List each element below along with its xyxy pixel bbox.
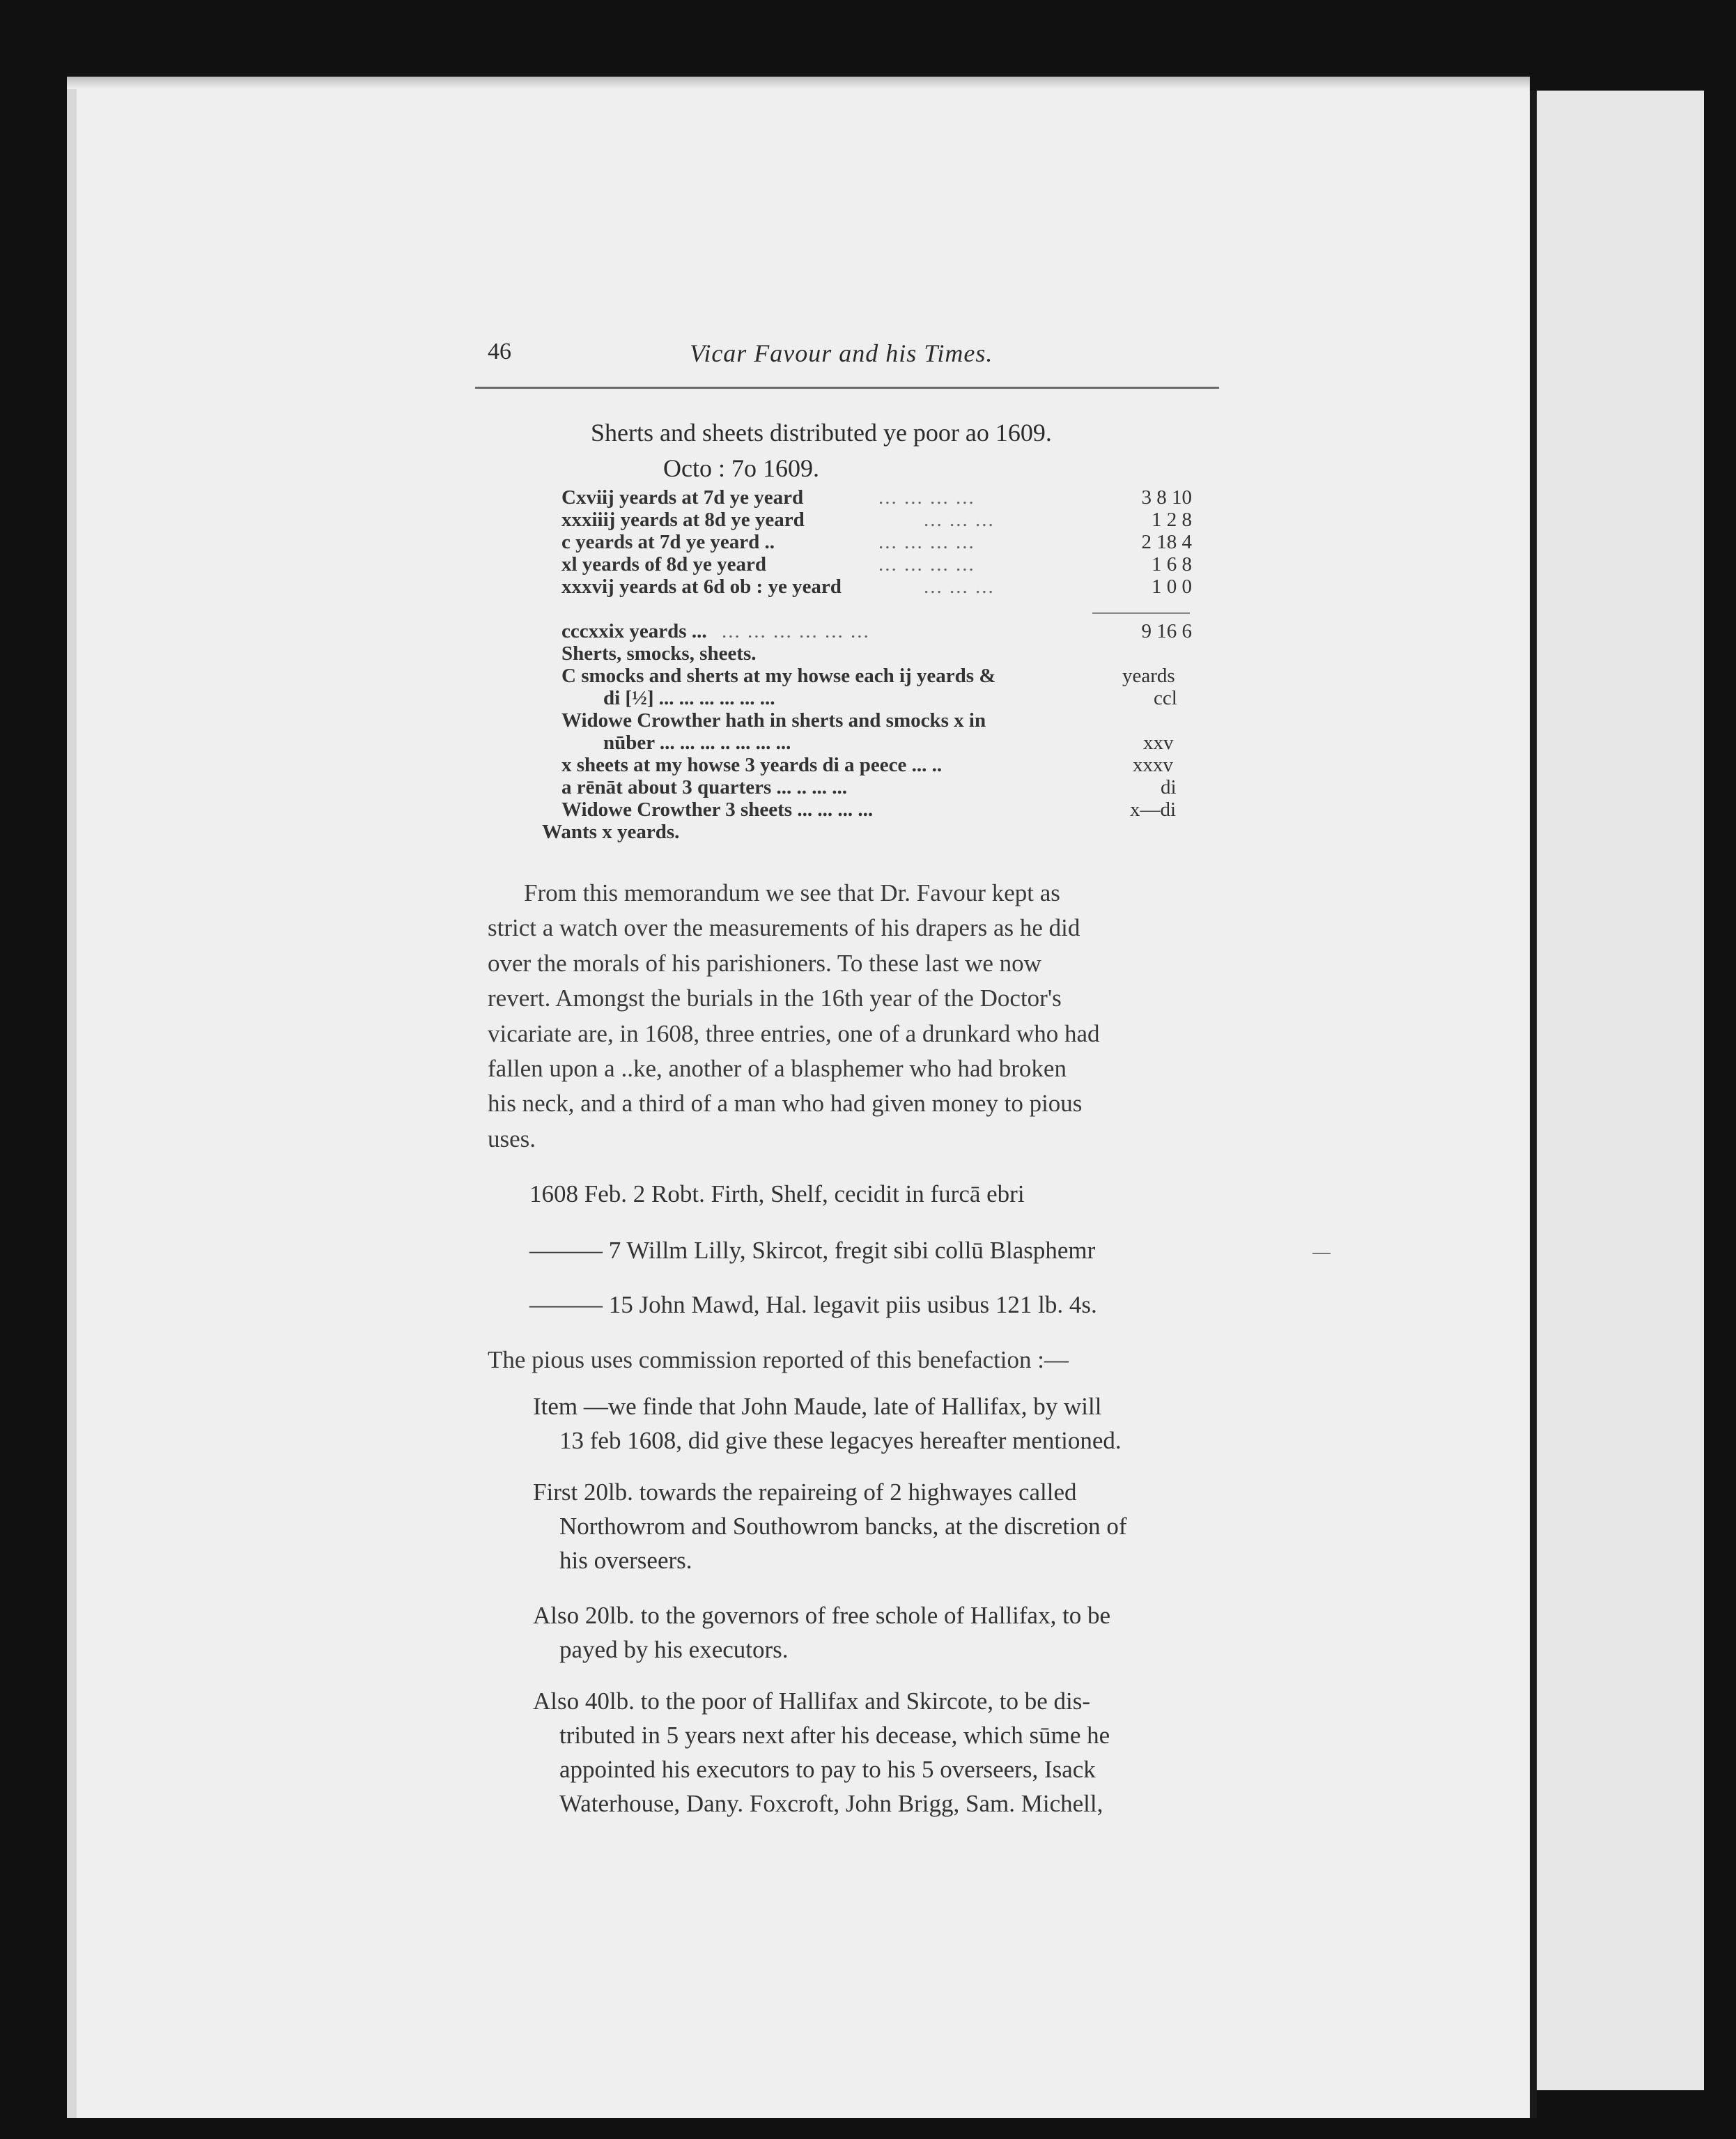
account-row-label: xxxiiij yeards at 8d ye yeard: [561, 509, 805, 531]
account-row-label: c yeards at 7d ye yeard ..: [561, 531, 775, 553]
account-item: [561, 642, 757, 665]
facing-page-mark: [1312, 1253, 1331, 1254]
running-title: Vicar Favour and his Times.: [690, 339, 993, 367]
account-row-leader: ... ... ...: [924, 576, 995, 598]
account-item-right: yeards: [1122, 665, 1175, 687]
legacy-item-line: Also 40lb. to the poor of Hallifax and Skircote, to be dis-: [533, 1688, 1090, 1715]
paragraph-line: his neck, and a third of a man who had given money to pious: [488, 1090, 1083, 1118]
account-row-label: xl yeards of 8d ye yeard: [561, 553, 766, 576]
account-row-leader: ... ... ...: [924, 509, 995, 531]
account-row-amount: 2 18 4: [1141, 531, 1192, 553]
account-item-right: x—di: [1130, 798, 1177, 821]
legacy-item-line: tributed in 5 years next after his decease, which sūme he: [559, 1722, 1110, 1749]
account-row-amount: 9 16 6: [1141, 620, 1192, 642]
account-item-right: di: [1161, 776, 1177, 798]
legacy-item-line: Also 20lb. to the governors of free schole of Hallifax, to be: [533, 1602, 1111, 1629]
paragraph-line: vicariate are, in 1608, three entries, one of a drunkard who had: [488, 1019, 1100, 1047]
account-item-right: ccl: [1154, 687, 1177, 709]
facing-page: [1537, 91, 1704, 2090]
legacy-item: [533, 1475, 1216, 1577]
paragraph-line: revert. Amongst the burials in the 16th year of the Doctor's: [488, 984, 1062, 1012]
legacy-item-line: payed by his executors.: [559, 1636, 789, 1663]
page-header: [488, 339, 1219, 366]
report-heading: The pious uses commission reported of this benefaction :—: [488, 1346, 1069, 1373]
register-entry: 1608 Feb. 2 Robt. Firth, Shelf, cecidit in furcā ebri: [529, 1180, 1025, 1207]
account-item-label: Wants x yeards.: [542, 821, 680, 843]
register-entry: ——— 15 John Mawd, Hal. legavit piis usibus 121 lb. 4s.: [529, 1291, 1097, 1318]
body-paragraph: [488, 876, 1216, 1157]
page-shadow: [67, 77, 1530, 89]
book-binding: [1530, 91, 1537, 2118]
account-row-amount: 1 0 0: [1152, 576, 1192, 598]
account-row-leader: ... ... ... ...: [878, 486, 975, 509]
legacy-item: [533, 1598, 1216, 1667]
account-row-label: Cxviij yeards at 7d ye yeard: [561, 486, 804, 509]
header-rule: [475, 387, 1219, 389]
account-item: [561, 754, 1173, 776]
legacy-item-line: Item —we finde that John Maude, late of Hallifax, by will: [533, 1393, 1102, 1420]
account-item: [603, 687, 1177, 709]
account-item-label: di [½] ... ... ... ... ... ...: [603, 687, 775, 709]
account-item: [603, 732, 1174, 754]
paragraph-line: From this memorandum we see that Dr. Favour kept as: [524, 879, 1060, 906]
account-item-label: Widowe Crowther 3 sheets ... ... ... ...: [561, 798, 874, 821]
page-edge: [67, 77, 77, 2118]
account-item: [561, 776, 1177, 798]
register-entry: ——— 7 Willm Lilly, Skircot, fregit sibi collū Blasphemr: [529, 1237, 1096, 1264]
account-row-label: cccxxix yeards ...: [561, 620, 707, 642]
legacy-item: [533, 1389, 1216, 1458]
legacy-item-line: his overseers.: [559, 1547, 692, 1574]
page-number: 46: [488, 339, 511, 364]
paragraph-line: strict a watch over the measurements of his drapers as he did: [488, 914, 1080, 942]
account-item-right: xxxv: [1133, 754, 1173, 776]
account-row-leader: ... ... ... ...: [878, 531, 975, 553]
account-row-amount: 3 8 10: [1141, 486, 1192, 509]
legacy-item-line: Waterhouse, Dany. Foxcroft, John Brigg, Sam. Michell,: [559, 1790, 1103, 1817]
account-row-amount: 1 2 8: [1152, 509, 1192, 531]
paragraph-line: uses.: [488, 1125, 536, 1152]
account-row-leader: ... ... ... ... ... ...: [722, 620, 870, 642]
legacy-item-line: Northowrom and Southowrom bancks, at the discretion of: [559, 1513, 1127, 1540]
account-item-label: x sheets at my howse 3 yeards di a peece ... ..: [561, 754, 943, 776]
account-item: [561, 709, 986, 732]
account-item-label: a rēnāt about 3 quarters ... .. ... ...: [561, 776, 848, 798]
account-item: [561, 665, 1188, 687]
account-row-leader: ... ... ... ...: [878, 553, 975, 576]
account-item: [561, 798, 1177, 821]
paragraph-line: over the morals of his parishioners. To these last we now: [488, 949, 1041, 977]
account-item-label: Sherts, smocks, sheets.: [561, 642, 757, 665]
account-subtitle: Octo : 7o 1609.: [663, 454, 819, 482]
paragraph-line: fallen upon a ..ke, another of a blasphemer who had broken: [488, 1055, 1067, 1083]
account-item-label: C smocks and sherts at my howse each ij yeards &: [561, 665, 996, 687]
account-item: [542, 821, 679, 843]
account-item-right: xxv: [1143, 732, 1174, 754]
sum-rule: [1092, 612, 1190, 614]
account-item-label: Widowe Crowther hath in sherts and smocks x in: [561, 709, 986, 732]
account-item-label: nūber ... ... ... .. ... ... ...: [603, 732, 791, 754]
account-title: Sherts and sheets distributed ye poor ao 1609.: [591, 419, 1052, 447]
account-row-label: xxxvij yeards at 6d ob : ye yeard: [561, 576, 842, 598]
legacy-item: [533, 1684, 1216, 1821]
legacy-item-line: 13 feb 1608, did give these legacyes hereafter mentioned.: [559, 1427, 1122, 1454]
account-row-amount: 1 6 8: [1152, 553, 1192, 576]
legacy-item-line: appointed his executors to pay to his 5 overseers, Isack: [559, 1756, 1096, 1783]
legacy-item-line: First 20lb. towards the repaireing of 2 highwayes called: [533, 1478, 1077, 1506]
